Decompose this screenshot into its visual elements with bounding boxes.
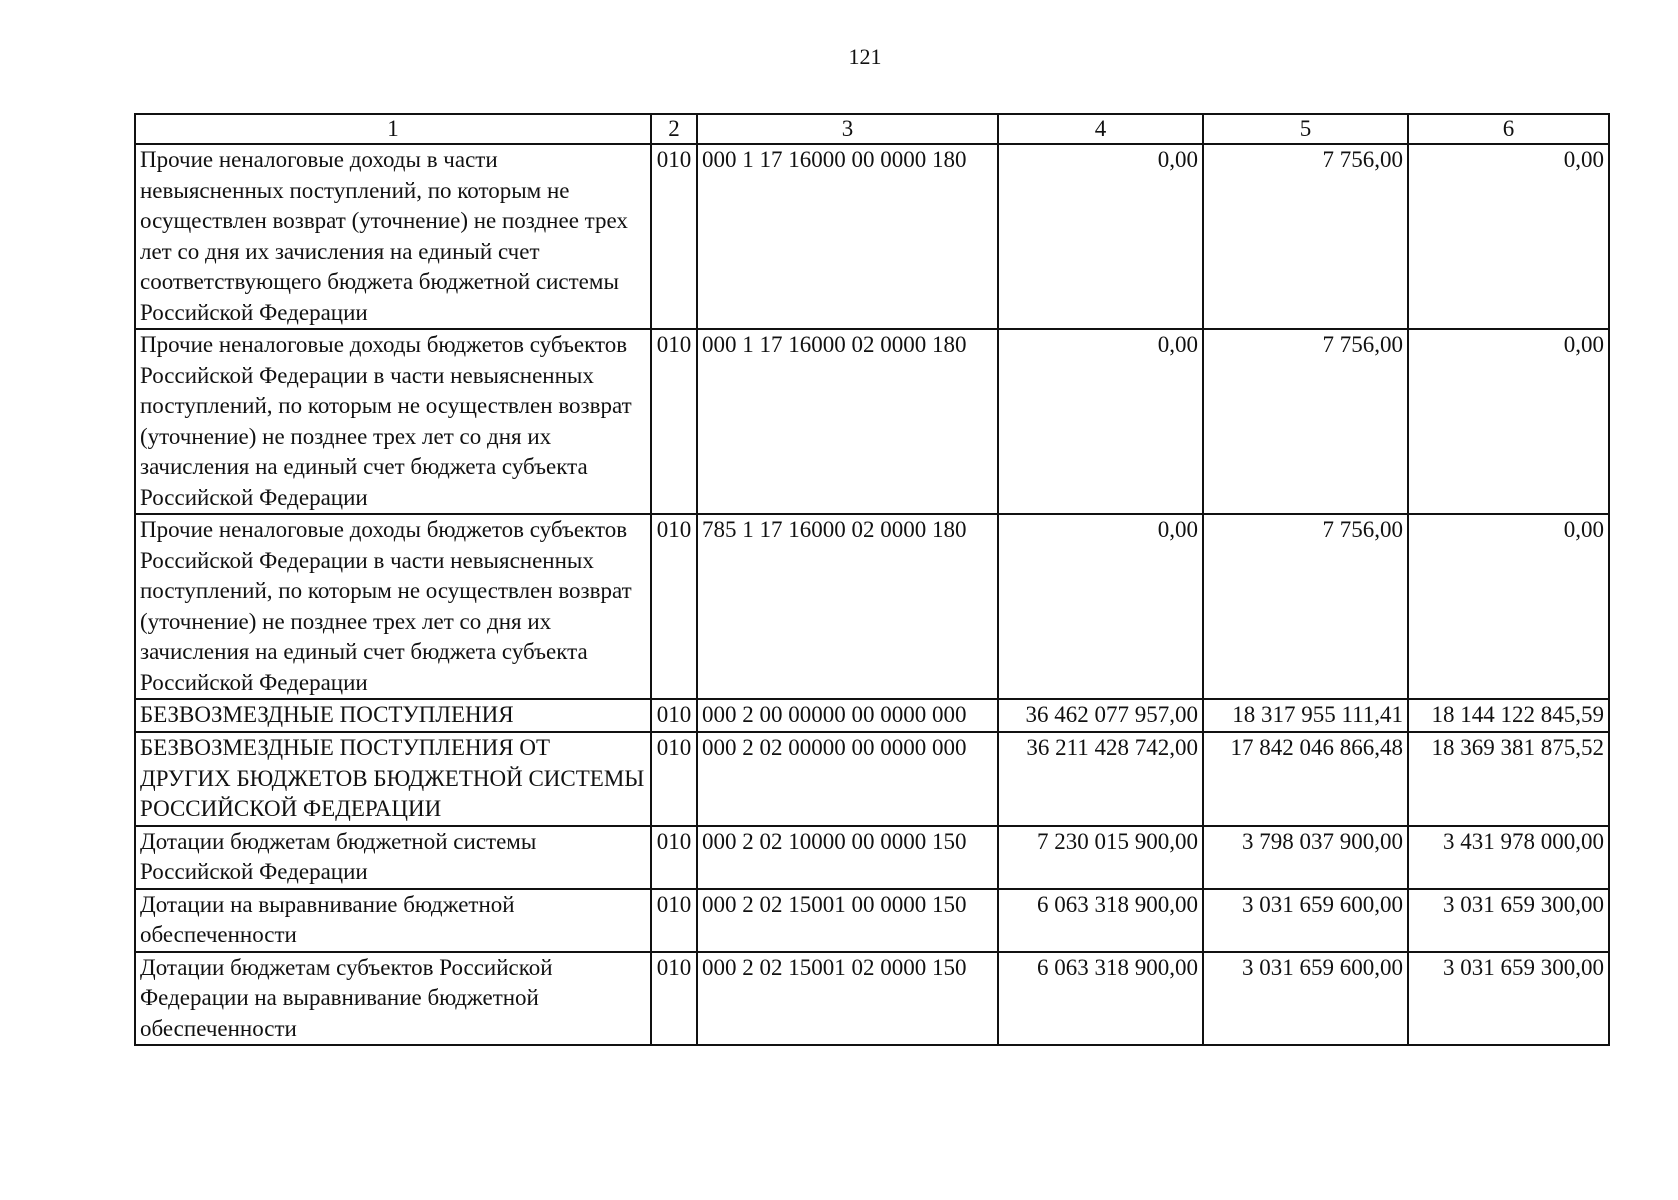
row-line-code: 010 bbox=[651, 699, 697, 732]
row-value-col4: 36 211 428 742,00 bbox=[998, 732, 1203, 826]
row-value-col5: 17 842 046 866,48 bbox=[1203, 732, 1408, 826]
row-value-col4: 0,00 bbox=[998, 144, 1203, 329]
row-value-col5: 7 756,00 bbox=[1203, 329, 1408, 514]
page-number: 121 bbox=[848, 44, 882, 69]
column-header-3: 3 bbox=[697, 114, 998, 144]
row-value-col4: 6 063 318 900,00 bbox=[998, 889, 1203, 952]
row-value-col5: 3 798 037 900,00 bbox=[1203, 826, 1408, 889]
row-classification-code: 000 2 02 15001 00 0000 150 bbox=[697, 889, 998, 952]
row-value-col5: 18 317 955 111,41 bbox=[1203, 699, 1408, 732]
column-header-5: 5 bbox=[1203, 114, 1408, 144]
budget-table bbox=[134, 113, 1610, 1046]
column-header-2: 2 bbox=[651, 114, 697, 144]
row-name: Дотации бюджетам субъектов Российской Федерации на выравнивание бюджетной обеспеченности bbox=[135, 952, 651, 1046]
column-header-4: 4 bbox=[998, 114, 1203, 144]
row-name: БЕЗВОЗМЕЗДНЫЕ ПОСТУПЛЕНИЯ bbox=[135, 699, 651, 732]
row-value-col4: 6 063 318 900,00 bbox=[998, 952, 1203, 1046]
row-name: Прочие неналоговые доходы в части невыясненных поступлений, по которым не осуществлен возврат (уточнение) не позднее трех лет со дня их зачисления на единый счет соответствующего бюджета бюджетной системы Российской Федерации bbox=[135, 144, 651, 329]
row-value-col4: 0,00 bbox=[998, 329, 1203, 514]
row-name: БЕЗВОЗМЕЗДНЫЕ ПОСТУПЛЕНИЯ ОТ ДРУГИХ БЮДЖЕТОВ БЮДЖЕТНОЙ СИСТЕМЫ РОССИЙСКОЙ ФЕДЕРАЦИИ bbox=[135, 732, 651, 826]
row-value-col6: 0,00 bbox=[1408, 144, 1609, 329]
row-value-col6: 0,00 bbox=[1408, 329, 1609, 514]
row-name: Прочие неналоговые доходы бюджетов субъектов Российской Федерации в части невыясненных поступлений, по которым не осуществлен возврат (уточнение) не позднее трех лет со дня их зачисления на единый счет бюджета субъекта Российской Федерации bbox=[135, 329, 651, 514]
column-header-6: 6 bbox=[1408, 114, 1609, 144]
table-header-row bbox=[135, 114, 1609, 144]
row-name: Дотации бюджетам бюджетной системы Российской Федерации bbox=[135, 826, 651, 889]
row-value-col5: 3 031 659 600,00 bbox=[1203, 952, 1408, 1046]
row-classification-code: 000 1 17 16000 00 0000 180 bbox=[697, 144, 998, 329]
row-value-col4: 0,00 bbox=[998, 514, 1203, 699]
row-line-code: 010 bbox=[651, 889, 697, 952]
table-row bbox=[135, 732, 1609, 826]
table-row bbox=[135, 144, 1609, 329]
row-value-col4: 7 230 015 900,00 bbox=[998, 826, 1203, 889]
row-value-col5: 7 756,00 bbox=[1203, 514, 1408, 699]
row-classification-code: 000 2 02 10000 00 0000 150 bbox=[697, 826, 998, 889]
row-classification-code: 000 2 02 00000 00 0000 000 bbox=[697, 732, 998, 826]
row-value-col6: 18 369 381 875,52 bbox=[1408, 732, 1609, 826]
table-row bbox=[135, 329, 1609, 514]
row-value-col5: 3 031 659 600,00 bbox=[1203, 889, 1408, 952]
row-name: Прочие неналоговые доходы бюджетов субъектов Российской Федерации в части невыясненных поступлений, по которым не осуществлен возврат (уточнение) не позднее трех лет со дня их зачисления на единый счет бюджета субъекта Российской Федерации bbox=[135, 514, 651, 699]
row-value-col6: 0,00 bbox=[1408, 514, 1609, 699]
table-row bbox=[135, 952, 1609, 1046]
row-classification-code: 785 1 17 16000 02 0000 180 bbox=[697, 514, 998, 699]
table-row bbox=[135, 889, 1609, 952]
table-row bbox=[135, 699, 1609, 732]
row-value-col6: 3 431 978 000,00 bbox=[1408, 826, 1609, 889]
column-header-1: 1 bbox=[135, 114, 651, 144]
row-line-code: 010 bbox=[651, 952, 697, 1046]
row-value-col6: 3 031 659 300,00 bbox=[1408, 889, 1609, 952]
row-line-code: 010 bbox=[651, 732, 697, 826]
row-line-code: 010 bbox=[651, 144, 697, 329]
row-value-col4: 36 462 077 957,00 bbox=[998, 699, 1203, 732]
row-line-code: 010 bbox=[651, 329, 697, 514]
row-line-code: 010 bbox=[651, 514, 697, 699]
row-value-col5: 7 756,00 bbox=[1203, 144, 1408, 329]
row-classification-code: 000 2 02 15001 02 0000 150 bbox=[697, 952, 998, 1046]
row-line-code: 010 bbox=[651, 826, 697, 889]
row-classification-code: 000 1 17 16000 02 0000 180 bbox=[697, 329, 998, 514]
row-value-col6: 3 031 659 300,00 bbox=[1408, 952, 1609, 1046]
table-row bbox=[135, 514, 1609, 699]
row-name: Дотации на выравнивание бюджетной обеспеченности bbox=[135, 889, 651, 952]
row-value-col6: 18 144 122 845,59 bbox=[1408, 699, 1609, 732]
row-classification-code: 000 2 00 00000 00 0000 000 bbox=[697, 699, 998, 732]
table-row bbox=[135, 826, 1609, 889]
